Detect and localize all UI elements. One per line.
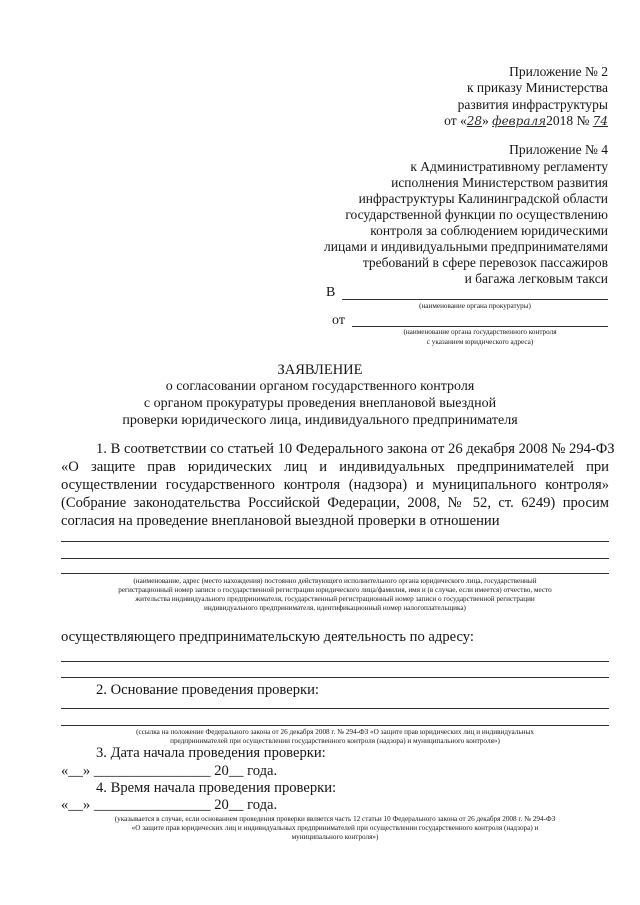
p4-time-field: «__» ________________ 20__ года. <box>61 797 278 813</box>
p1-line-4: (Собрание законодательства Российской Федерации, 2008, № 52, ст. 6249) просим <box>61 495 609 511</box>
appendix2-title: Приложение № 2 <box>509 64 608 79</box>
date-day-handwritten: 28 <box>466 114 483 128</box>
entity-line-3 <box>61 573 609 574</box>
appendix4-line-7: лицами и индивидуальными предпринимателями <box>324 239 608 254</box>
appendix4-line-2: к Административному регламенту <box>410 159 608 174</box>
entity-hint-1: (наименование, адрес (место нахождения) постоянно действующего исполнительного органа юридического лица, государственный <box>133 577 537 585</box>
statement-title: ЗАЯВЛЕНИЕ <box>277 362 363 378</box>
appendix4-line-1: Приложение № 4 <box>509 142 608 157</box>
time-hint-2: «О защите прав юридических лиц и индивидуальных предпринимателей при осуществлении государственного контроля (надзора) и <box>131 824 539 832</box>
appendix4-line-6: контроля за соблюдением юридическими <box>370 223 608 238</box>
activity-address-label: осуществляющего предпринимательскую деятельность по адресу: <box>61 629 474 645</box>
basis-line-1 <box>61 708 609 709</box>
appendix4-line-3: исполнения Министерством развития <box>391 175 608 190</box>
date-suffix: 2018 № <box>546 113 590 128</box>
date-mid: » <box>482 113 489 128</box>
basis-line-2 <box>61 725 609 726</box>
prosecutor-hint: (наименование органа прокуратуры) <box>419 302 531 310</box>
basis-hint-2: предпринимателей при осуществлении государственного контроля (надзора) и муниципального контроля») <box>170 737 500 745</box>
title-sub-1: о согласовании органом государственного контроля <box>165 379 475 394</box>
address-line-1 <box>61 661 609 662</box>
from-label: от <box>332 313 345 328</box>
appendix4-line-8: требований в сфере перевозок пассажиров <box>362 255 608 270</box>
appendix2-date <box>444 113 608 129</box>
order-number-handwritten: 74 <box>592 114 608 128</box>
control-body-hint-2: с указанием юридического адреса) <box>426 338 534 346</box>
prosecutor-line <box>342 299 608 300</box>
control-body-hint-1: (наименование органа государственного контроля <box>403 328 557 336</box>
control-body-line <box>352 326 608 327</box>
p1-line-3: осуществлении государственного контроля (надзора) и муниципального контроля» <box>61 477 609 493</box>
appendix4-line-9: и багажа легковым такси <box>464 271 608 286</box>
p3-date-label: 3. Дата начала проведения проверки: <box>96 745 326 761</box>
p1-line-2: «О защите прав юридических лиц и индивидуальных предпринимателей при <box>61 459 609 475</box>
entity-hint-3: жительства индивидуального предпринимателя, государственный регистрационный номер записи о государственной регистрации <box>135 595 535 603</box>
p1-line-5: согласия на проведение внеплановой выездной проверки в отношении <box>61 513 500 529</box>
basis-hint-1: (ссылка на положение Федерального закона от 26 декабря 2008 г. № 294-ФЗ «О защите прав юридических лиц и индивидуальных <box>136 728 534 736</box>
p1-line-1: 1. В соответствии со статьей 10 Федерального закона от 26 декабря 2008 № 294-ФЗ <box>96 441 615 457</box>
to-label: В <box>326 285 336 300</box>
p4-time-label: 4. Время начала проведения проверки: <box>96 780 337 796</box>
entity-line-1 <box>61 541 609 542</box>
entity-hint-2: регистрационный номер записи о государственной регистрации юридического лица/фамилия, имя и (в случае, если имеется) отчество, место <box>118 586 552 594</box>
entity-line-2 <box>61 558 609 559</box>
title-sub-2: с органом прокуратуры проведения внеплановой выездной <box>143 396 497 411</box>
date-month-handwritten: февраля <box>492 114 547 128</box>
p3-date-field: «__» ________________ 20__ года. <box>61 763 278 779</box>
time-hint-3: муниципального контроля») <box>291 833 379 841</box>
appendix2-line3: развития инфраструктуры <box>457 97 608 112</box>
appendix4-line-5: государственной функции по осуществлению <box>345 207 608 222</box>
date-prefix: от « <box>444 113 467 128</box>
address-line-2 <box>61 677 609 678</box>
appendix2-line2: к приказу Министерства <box>466 80 608 95</box>
p2-basis-label: 2. Основание проведения проверки: <box>96 682 319 698</box>
time-hint-1: (указывается в случае, если основанием проведения проверки является часть 12 статьи 10 Федерального закона от 26 декабря 2008 г. № 294-ФЗ <box>114 815 556 823</box>
title-sub-3: проверки юридического лица, индивидуального предпринимателя <box>122 413 518 428</box>
appendix4-line-4: инфраструктуры Калининградской области <box>358 191 608 206</box>
entity-hint-4: индивидуального предпринимателя, идентификационный номер налогоплательщика) <box>204 604 466 612</box>
